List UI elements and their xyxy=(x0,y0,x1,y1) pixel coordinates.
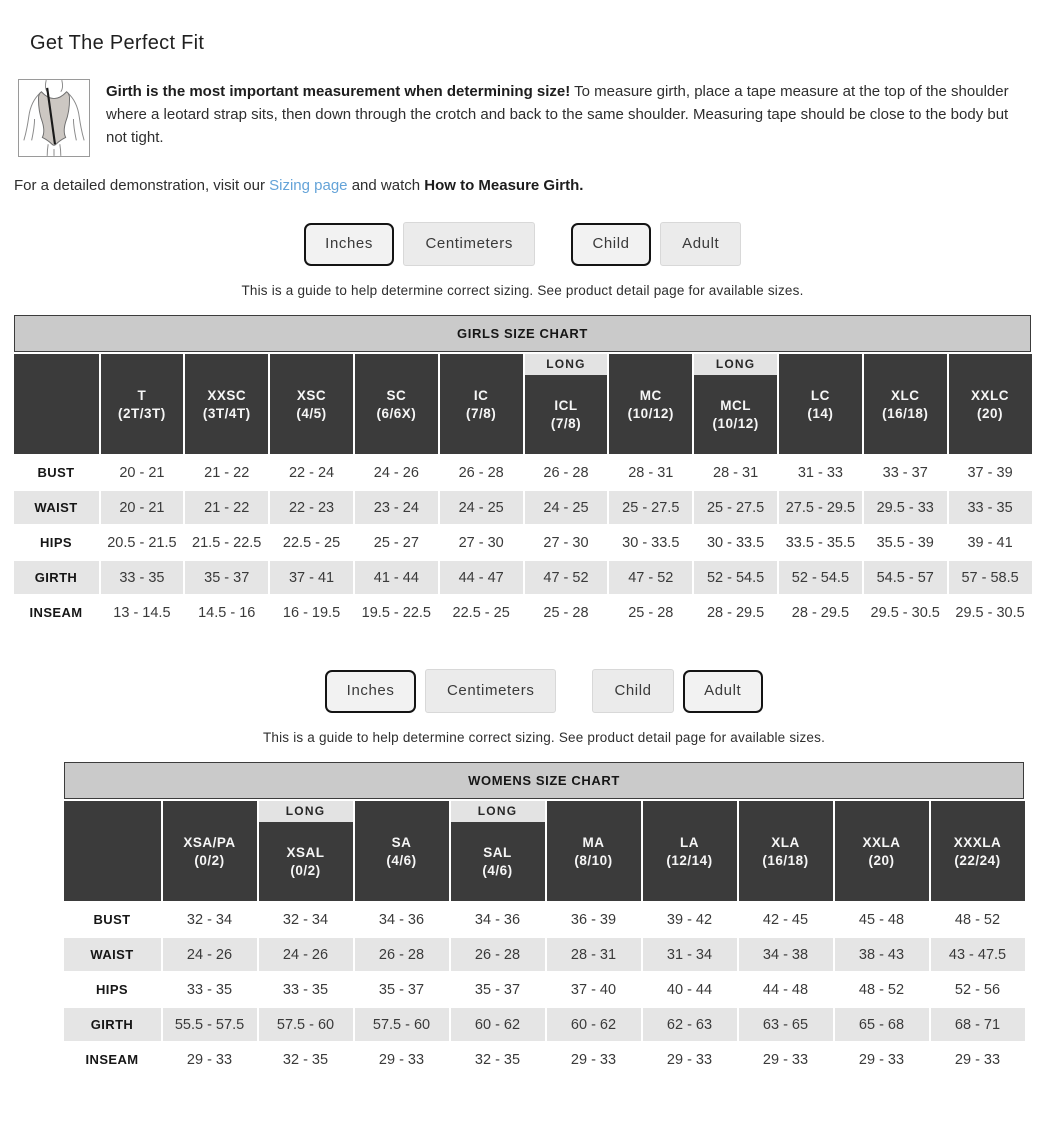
row-label: WAIST xyxy=(64,938,161,971)
size-value-cell: 25 - 27.5 xyxy=(609,491,692,524)
measurement-row-bust xyxy=(14,456,1032,489)
size-range-label: (20) xyxy=(977,405,1004,421)
size-range-label: (20) xyxy=(868,852,895,868)
size-code-label: XLA xyxy=(771,834,800,850)
size-range-label: (4/6) xyxy=(386,852,417,868)
size-value-cell: 57.5 - 60 xyxy=(259,1008,353,1041)
size-value-cell: 26 - 28 xyxy=(451,938,545,971)
size-value-cell: 21 - 22 xyxy=(185,456,268,489)
size-value-cell: 29.5 - 33 xyxy=(864,491,947,524)
size-value-cell: 20 - 21 xyxy=(101,491,184,524)
row-label: HIPS xyxy=(14,526,99,559)
size-value-cell: 65 - 68 xyxy=(835,1008,929,1041)
size-range-label: (7/8) xyxy=(550,416,582,431)
measurement-row-bust xyxy=(64,903,1025,936)
adult-button[interactable]: Adult xyxy=(683,670,763,713)
size-value-cell: 24 - 26 xyxy=(163,938,257,971)
size-range-label: (8/10) xyxy=(574,852,613,868)
size-value-cell: 35 - 37 xyxy=(451,973,545,1006)
size-code-label: XXLA xyxy=(862,834,901,850)
size-range-label: (10/12) xyxy=(712,416,759,431)
size-range-label: (22/24) xyxy=(954,852,1001,868)
column-header-xsc xyxy=(270,354,353,454)
measurement-row-waist xyxy=(14,491,1032,524)
column-header-xxxla xyxy=(931,801,1025,901)
size-value-cell: 36 - 39 xyxy=(547,903,641,936)
girls-section xyxy=(14,222,1031,631)
row-label: GIRTH xyxy=(14,561,99,594)
size-value-cell: 27.5 - 29.5 xyxy=(779,491,862,524)
size-value-cell: 22 - 23 xyxy=(270,491,353,524)
intro-section xyxy=(18,79,1031,157)
size-value-cell: 14.5 - 16 xyxy=(185,596,268,629)
size-code-label: T xyxy=(137,387,147,403)
size-value-cell: 24 - 26 xyxy=(259,938,353,971)
size-value-cell: 44 - 47 xyxy=(440,561,523,594)
long-badge: LONG xyxy=(694,354,777,375)
adult-button[interactable]: Adult xyxy=(660,222,741,266)
size-value-cell: 33.5 - 35.5 xyxy=(779,526,862,559)
column-header-mcl xyxy=(694,354,777,454)
column-header-lc xyxy=(779,354,862,454)
demo-bold: How to Measure Girth. xyxy=(424,177,584,194)
size-value-cell: 48 - 52 xyxy=(931,903,1025,936)
column-header-sal xyxy=(451,801,545,901)
size-value-cell: 47 - 52 xyxy=(525,561,608,594)
size-value-cell: 37 - 39 xyxy=(949,456,1032,489)
size-value-cell: 24 - 26 xyxy=(355,456,438,489)
size-code-label: MC xyxy=(639,387,662,403)
size-value-cell: 24 - 25 xyxy=(525,491,608,524)
size-value-cell: 62 - 63 xyxy=(643,1008,737,1041)
size-guide-page xyxy=(0,32,1041,1088)
size-value-cell: 33 - 35 xyxy=(259,973,353,1006)
girls-toggle-row xyxy=(14,222,1031,266)
size-value-cell: 35.5 - 39 xyxy=(864,526,947,559)
row-label: BUST xyxy=(64,903,161,936)
size-value-cell: 33 - 35 xyxy=(101,561,184,594)
size-value-cell: 35 - 37 xyxy=(355,973,449,1006)
size-value-cell: 39 - 41 xyxy=(949,526,1032,559)
size-range-label: (16/18) xyxy=(882,405,929,421)
size-code-label: XSAL xyxy=(286,845,325,860)
page-title: Get The Perfect Fit xyxy=(30,32,205,54)
row-label: BUST xyxy=(14,456,99,489)
corner-cell xyxy=(64,801,161,901)
size-value-cell: 24 - 25 xyxy=(440,491,523,524)
centimeters-button[interactable]: Centimeters xyxy=(425,669,556,713)
size-value-cell: 28 - 31 xyxy=(547,938,641,971)
size-value-cell: 23 - 24 xyxy=(355,491,438,524)
size-range-label: (12/14) xyxy=(666,852,713,868)
size-code-label: SAL xyxy=(483,845,512,860)
long-badge: LONG xyxy=(259,801,353,822)
size-value-cell: 40 - 44 xyxy=(643,973,737,1006)
size-value-cell: 22.5 - 25 xyxy=(440,596,523,629)
size-value-cell: 44 - 48 xyxy=(739,973,833,1006)
size-value-cell: 32 - 35 xyxy=(451,1043,545,1076)
size-code-label: ICL xyxy=(554,398,578,413)
row-label: GIRTH xyxy=(64,1008,161,1041)
womens-section xyxy=(14,669,1031,1078)
column-header-xsal xyxy=(259,801,353,901)
size-value-cell: 28 - 29.5 xyxy=(694,596,777,629)
size-code-label: SA xyxy=(391,834,412,850)
size-range-label: (4/6) xyxy=(482,863,513,878)
sizing-note: This is a guide to help determine correct sizing. See product detail page for available sizes. xyxy=(241,283,804,298)
column-header-xxlc xyxy=(949,354,1032,454)
inches-button[interactable]: Inches xyxy=(304,223,395,266)
size-range-label: (4/5) xyxy=(296,405,327,421)
size-value-cell: 38 - 43 xyxy=(835,938,929,971)
size-code-label: MCL xyxy=(720,398,751,413)
size-value-cell: 34 - 36 xyxy=(355,903,449,936)
size-code-label: XLC xyxy=(890,387,920,403)
size-value-cell: 21 - 22 xyxy=(185,491,268,524)
size-value-cell: 33 - 35 xyxy=(949,491,1032,524)
size-value-cell: 29 - 33 xyxy=(739,1043,833,1076)
size-value-cell: 29.5 - 30.5 xyxy=(949,596,1032,629)
size-value-cell: 48 - 52 xyxy=(835,973,929,1006)
size-value-cell: 29 - 33 xyxy=(835,1043,929,1076)
size-value-cell: 37 - 41 xyxy=(270,561,353,594)
column-header-xsa-pa xyxy=(163,801,257,901)
size-value-cell: 25 - 28 xyxy=(525,596,608,629)
size-value-cell: 32 - 34 xyxy=(163,903,257,936)
size-value-cell: 29 - 33 xyxy=(355,1043,449,1076)
size-code-label: SC xyxy=(386,387,407,403)
measurement-row-waist xyxy=(64,938,1025,971)
demo-prefix: For a detailed demonstration, visit our xyxy=(14,177,270,194)
size-value-cell: 20.5 - 21.5 xyxy=(101,526,184,559)
measurement-row-inseam xyxy=(14,596,1032,629)
size-value-cell: 55.5 - 57.5 xyxy=(163,1008,257,1041)
size-code-label: LC xyxy=(810,387,830,403)
demo-line xyxy=(14,177,1031,194)
intro-text xyxy=(106,81,1031,149)
size-code-label: XXXLA xyxy=(953,834,1002,850)
size-code-label: LA xyxy=(680,834,699,850)
intro-bold-text: Girth is the most important measurement when determining size! xyxy=(106,83,571,100)
inches-button[interactable]: Inches xyxy=(325,670,416,713)
column-header-xxsc xyxy=(185,354,268,454)
column-header-xla xyxy=(739,801,833,901)
size-value-cell: 29 - 33 xyxy=(931,1043,1025,1076)
size-range-label: (6/6X) xyxy=(376,405,417,421)
size-value-cell: 22.5 - 25 xyxy=(270,526,353,559)
child-button[interactable]: Child xyxy=(571,223,651,266)
girth-measurement-icon xyxy=(18,79,90,157)
womens-size-chart xyxy=(64,762,1024,1078)
measurement-row-hips xyxy=(64,973,1025,1006)
size-value-cell: 43 - 47.5 xyxy=(931,938,1025,971)
size-code-label: XXSC xyxy=(207,387,247,403)
size-value-cell: 45 - 48 xyxy=(835,903,929,936)
size-value-cell: 29 - 33 xyxy=(163,1043,257,1076)
size-value-cell: 26 - 28 xyxy=(355,938,449,971)
column-header-la xyxy=(643,801,737,901)
row-label: WAIST xyxy=(14,491,99,524)
size-value-cell: 33 - 35 xyxy=(163,973,257,1006)
row-label: HIPS xyxy=(64,973,161,1006)
measurement-row-inseam xyxy=(64,1043,1025,1076)
size-value-cell: 27 - 30 xyxy=(440,526,523,559)
sizing-note: This is a guide to help determine correct sizing. See product detail page for available sizes. xyxy=(262,730,826,745)
size-value-cell: 33 - 37 xyxy=(864,456,947,489)
size-value-cell: 30 - 33.5 xyxy=(609,526,692,559)
size-range-label: (0/2) xyxy=(194,852,225,868)
size-value-cell: 20 - 21 xyxy=(101,456,184,489)
size-value-cell: 52 - 54.5 xyxy=(779,561,862,594)
womens-size-table xyxy=(62,799,1027,1078)
size-value-cell: 52 - 54.5 xyxy=(694,561,777,594)
size-value-cell: 29.5 - 30.5 xyxy=(864,596,947,629)
size-value-cell: 41 - 44 xyxy=(355,561,438,594)
column-header-t xyxy=(101,354,184,454)
size-code-label: XXLC xyxy=(971,387,1010,403)
size-range-label: (14) xyxy=(807,405,834,421)
size-value-cell: 28 - 31 xyxy=(694,456,777,489)
size-value-cell: 57.5 - 60 xyxy=(355,1008,449,1041)
demo-mid: and watch xyxy=(347,177,425,194)
size-code-label: XSA/PA xyxy=(183,834,236,850)
child-button[interactable]: Child xyxy=(592,669,673,713)
girls-size-chart xyxy=(14,315,1031,631)
size-value-cell: 25 - 28 xyxy=(609,596,692,629)
size-value-cell: 19.5 - 22.5 xyxy=(355,596,438,629)
size-value-cell: 29 - 33 xyxy=(547,1043,641,1076)
measurement-row-hips xyxy=(14,526,1032,559)
size-value-cell: 13 - 14.5 xyxy=(101,596,184,629)
size-code-label: XSC xyxy=(296,387,327,403)
size-code-label: MA xyxy=(582,834,605,850)
size-value-cell: 30 - 33.5 xyxy=(694,526,777,559)
size-value-cell: 54.5 - 57 xyxy=(864,561,947,594)
size-value-cell: 60 - 62 xyxy=(547,1008,641,1041)
size-value-cell: 26 - 28 xyxy=(525,456,608,489)
column-header-xxla xyxy=(835,801,929,901)
long-badge: LONG xyxy=(525,354,608,375)
corner-cell xyxy=(14,354,99,454)
size-range-label: (3T/4T) xyxy=(202,405,251,421)
size-value-cell: 16 - 19.5 xyxy=(270,596,353,629)
column-header-icl xyxy=(525,354,608,454)
size-value-cell: 29 - 33 xyxy=(643,1043,737,1076)
size-value-cell: 25 - 27.5 xyxy=(694,491,777,524)
column-header-ma xyxy=(547,801,641,901)
size-value-cell: 52 - 56 xyxy=(931,973,1025,1006)
size-range-label: (7/8) xyxy=(466,405,497,421)
centimeters-button[interactable]: Centimeters xyxy=(403,222,534,266)
row-label: INSEAM xyxy=(64,1043,161,1076)
row-label: INSEAM xyxy=(14,596,99,629)
size-value-cell: 25 - 27 xyxy=(355,526,438,559)
measurement-row-girth xyxy=(14,561,1032,594)
womens-toggle-row xyxy=(64,669,1024,713)
size-value-cell: 21.5 - 22.5 xyxy=(185,526,268,559)
size-value-cell: 34 - 36 xyxy=(451,903,545,936)
size-value-cell: 28 - 29.5 xyxy=(779,596,862,629)
size-value-cell: 27 - 30 xyxy=(525,526,608,559)
womens-chart-title: WOMENS SIZE CHART xyxy=(64,762,1024,799)
size-value-cell: 47 - 52 xyxy=(609,561,692,594)
measurement-row-girth xyxy=(64,1008,1025,1041)
size-range-label: (10/12) xyxy=(627,405,674,421)
size-value-cell: 26 - 28 xyxy=(440,456,523,489)
girls-chart-title: GIRLS SIZE CHART xyxy=(14,315,1031,352)
sizing-page-link[interactable]: Sizing page xyxy=(269,177,348,194)
intro-rest-text: To measure girth, place a tape measure at the top of the shoulder where a leotard strap sits, then down through the crotch and back to the same shoulder. Measuring tape should be close to the body but not tight. xyxy=(106,83,1009,146)
size-value-cell: 31 - 34 xyxy=(643,938,737,971)
size-value-cell: 63 - 65 xyxy=(739,1008,833,1041)
column-header-sa xyxy=(355,801,449,901)
size-value-cell: 39 - 42 xyxy=(643,903,737,936)
size-value-cell: 57 - 58.5 xyxy=(949,561,1032,594)
column-header-ic xyxy=(440,354,523,454)
size-value-cell: 60 - 62 xyxy=(451,1008,545,1041)
girls-size-table xyxy=(12,352,1034,631)
size-value-cell: 68 - 71 xyxy=(931,1008,1025,1041)
size-range-label: (2T/3T) xyxy=(118,405,166,421)
column-header-xlc xyxy=(864,354,947,454)
size-value-cell: 31 - 33 xyxy=(779,456,862,489)
size-value-cell: 22 - 24 xyxy=(270,456,353,489)
column-header-sc xyxy=(355,354,438,454)
size-value-cell: 34 - 38 xyxy=(739,938,833,971)
size-value-cell: 32 - 34 xyxy=(259,903,353,936)
size-value-cell: 32 - 35 xyxy=(259,1043,353,1076)
column-header-mc xyxy=(609,354,692,454)
size-range-label: (16/18) xyxy=(762,852,809,868)
size-value-cell: 28 - 31 xyxy=(609,456,692,489)
long-badge: LONG xyxy=(451,801,545,822)
size-value-cell: 37 - 40 xyxy=(547,973,641,1006)
size-value-cell: 35 - 37 xyxy=(185,561,268,594)
size-value-cell: 42 - 45 xyxy=(739,903,833,936)
size-range-label: (0/2) xyxy=(290,863,321,878)
size-code-label: IC xyxy=(473,387,489,403)
